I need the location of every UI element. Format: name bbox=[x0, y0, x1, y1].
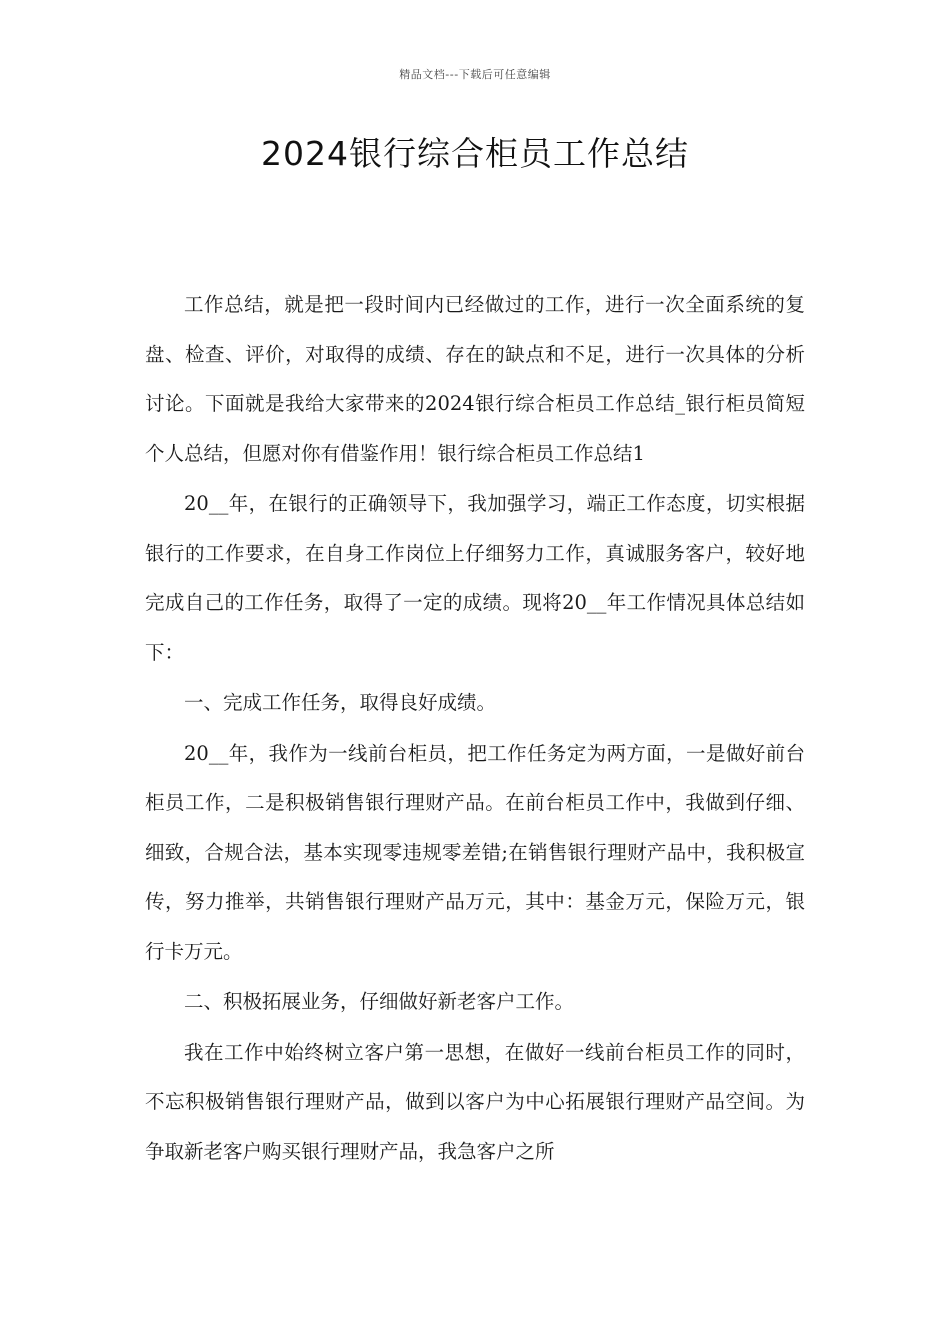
section-heading-2: 二、积极拓展业务，仔细做好新老客户工作。 bbox=[184, 990, 575, 1013]
header-note: 精品文档---下载后可任意编辑 bbox=[399, 68, 551, 81]
paragraph-section-1: 20__年，我作为一线前台柜员，把工作任务定为两方面，一是做好前台柜员工作，二是积极销售银行理财产品。在前台柜员工作中，我做到仔细、细致，合规合法，基本实现零违规零差错;在销售银行理财产品中，我积极宣传，努力推举，共销售银行理财产品万元，其中：基金万元，保险万元，银行卡万元。 bbox=[145, 741, 805, 963]
paragraph-overview: 20__年，在银行的正确领导下，我加强学习，端正工作态度，切实根据银行的工作要求，在自身工作岗位上仔细努力工作，真诚服务客户，较好地完成自己的工作任务，取得了一定的成绩。现将20__年工作情况具体总结如下： bbox=[145, 492, 805, 664]
document-body bbox=[145, 280, 805, 1177]
paragraph-section-2: 我在工作中始终树立客户第一思想，在做好一线前台柜员工作的同时，不忘积极销售银行理财产品，做到以客户为中心拓展银行理财产品空间。为争取新老客户购买银行理财产品，我急客户之所 bbox=[145, 1040, 805, 1163]
document-title: 2024银行综合柜员工作总结 bbox=[261, 134, 689, 173]
paragraph-intro: 工作总结，就是把一段时间内已经做过的工作，进行一次全面系统的复盘、检查、评价，对取得的成绩、存在的缺点和不足，进行一次具体的分析讨论。下面就是我给大家带来的2024银行综合柜员工作总结_银行柜员简短个人总结，但愿对你有借鉴作用！银行综合柜员工作总结1 bbox=[145, 293, 805, 465]
section-heading-1: 一、完成工作任务，取得良好成绩。 bbox=[184, 691, 497, 714]
